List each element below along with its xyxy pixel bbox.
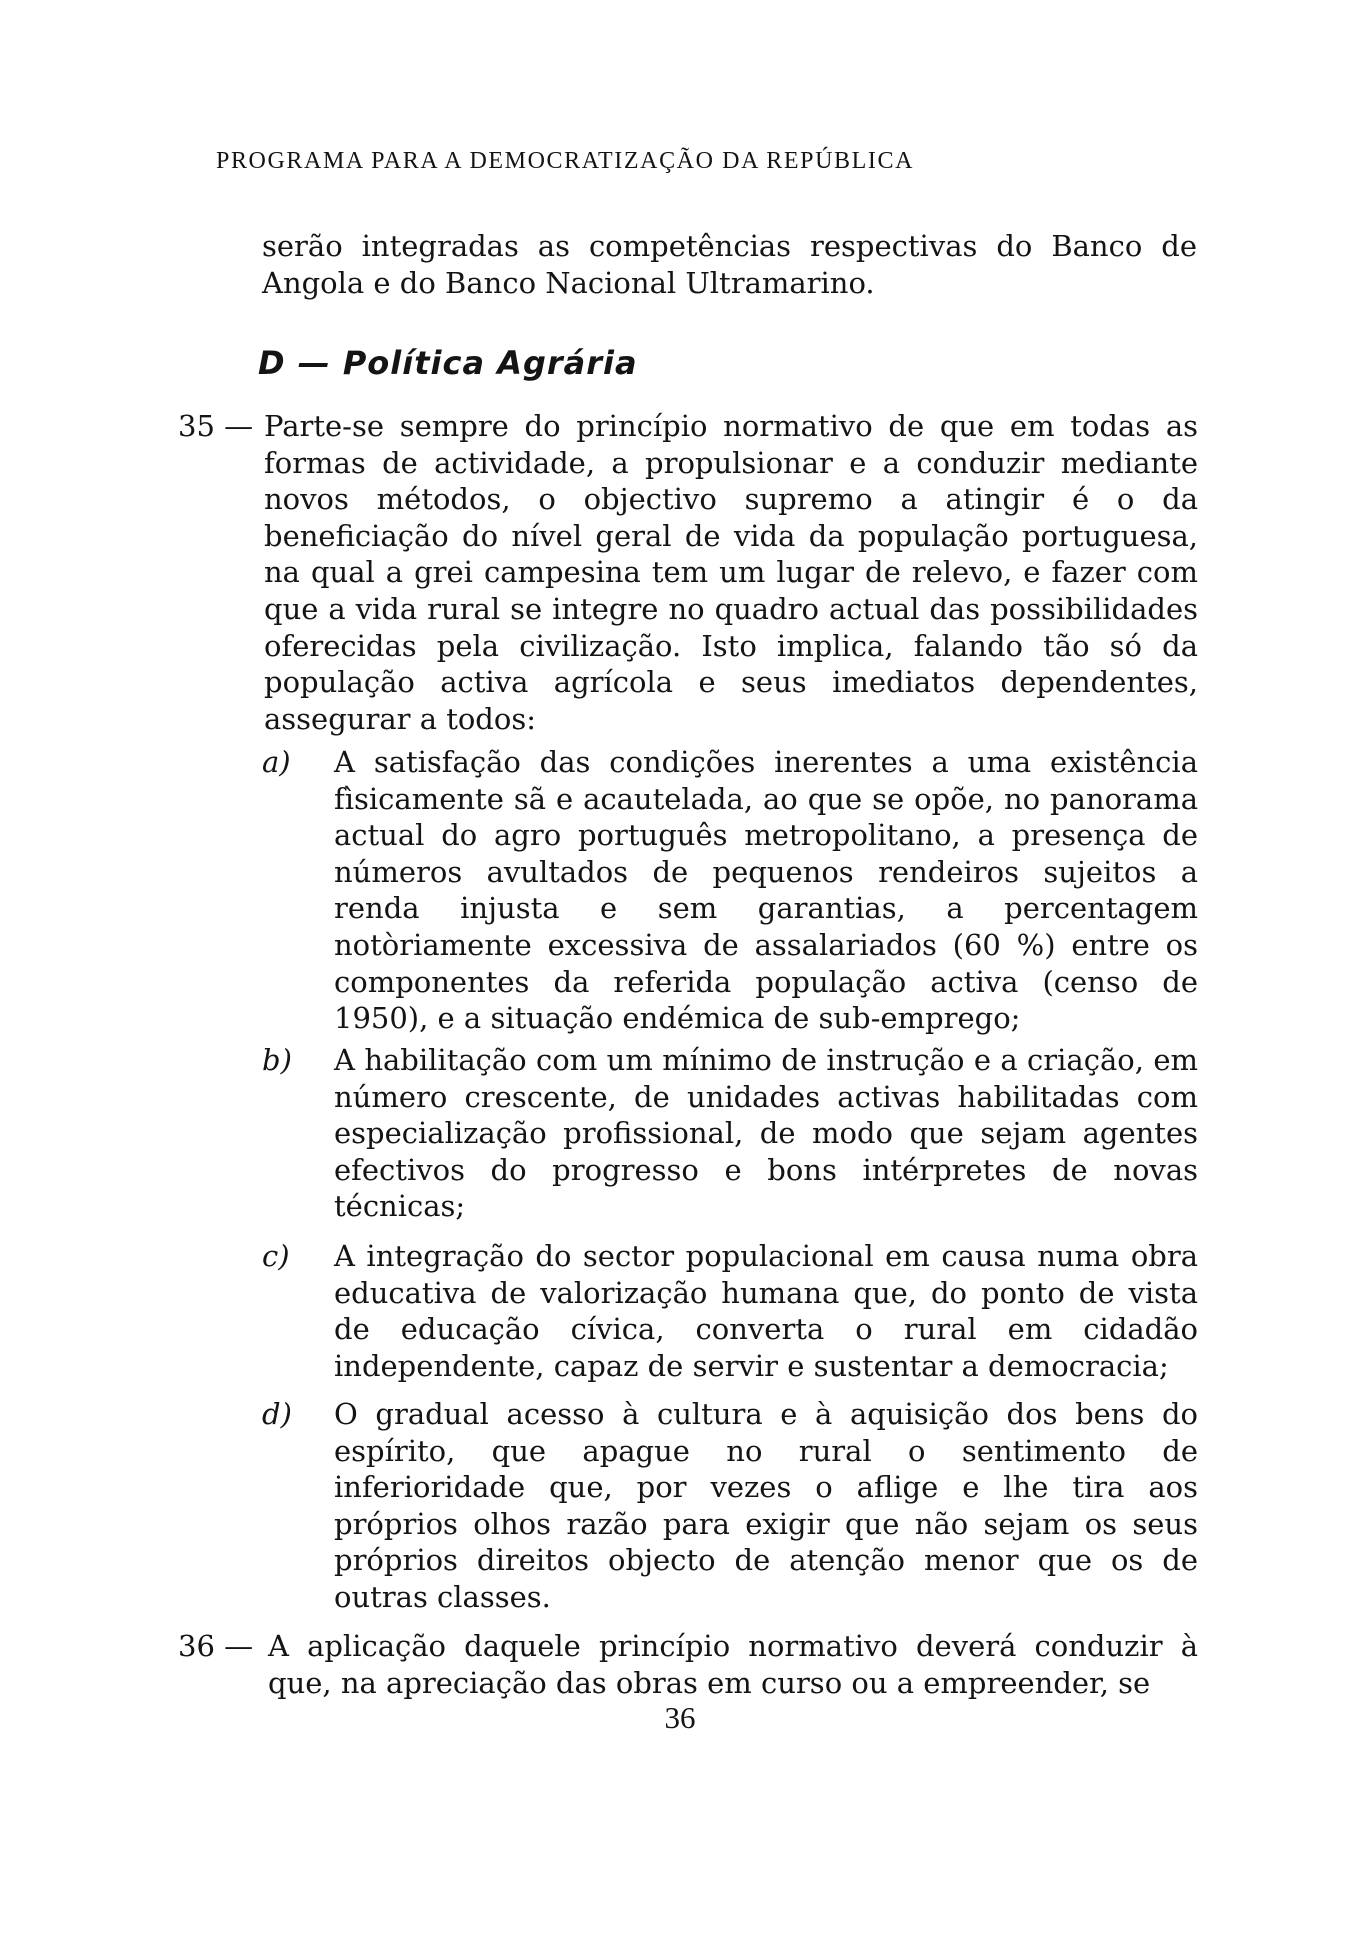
list-item-letter: d) bbox=[262, 1397, 292, 1431]
paragraph-number: 36 — bbox=[178, 1629, 254, 1663]
list-item-c bbox=[262, 1238, 1198, 1384]
list-item-b bbox=[262, 1042, 1198, 1225]
paragraph-text: A aplicação daquele princípio normativo deverá conduzir à que, na apreciação das obras em curso ou a empreender, se bbox=[268, 1629, 1198, 1700]
list-item-text: A satisfação das condições inerentes a uma existência fìsicamente sã e acautelada, ao que se opõe, no panorama actual do agro português metropolitano, a presença de números avultados de pequenos rendeiros sujeitos a renda injusta e sem garantias, a percentagem notòriamente excessiva de assalariados (60 %) entre os componentes da referida população activa (censo de 1950), e a situação endémica de sub-emprego; bbox=[334, 745, 1198, 1036]
section-heading: D — Política Agrária bbox=[258, 344, 638, 382]
list-item-text: A habilitação com um mínimo de instrução e a criação, em número crescente, de unidades activas habilitadas com especialização profissional, de modo que sejam agentes efectivos do progresso e bons intérpretes de novas técnicas; bbox=[334, 1043, 1198, 1224]
running-head: PROGRAMA PARA A DEMOCRATIZAÇÃO DA REPÚBLICA bbox=[216, 148, 915, 174]
paragraph-number: 35 — bbox=[178, 409, 254, 443]
list-item-letter: a) bbox=[262, 745, 291, 779]
list-item-a bbox=[262, 744, 1198, 1037]
page-number: 36 bbox=[664, 1700, 696, 1735]
list-item-letter: c) bbox=[262, 1239, 290, 1273]
list-item-text: A integração do sector populacional em causa numa obra educativa de valorização humana que, do ponto de vista de educação cívica, converta o rural em cidadão independente, capaz de servir e sustentar a democracia; bbox=[334, 1239, 1198, 1383]
paragraph-text: Parte-se sempre do princípio normativo de que em todas as formas de actividade, a propulsionar e a conduzir mediante novos métodos, o objectivo supremo a atingir é o da beneficiação do nível geral de vida da população portuguesa, na qual a grei campesina tem um lugar de relevo, e fazer com que a vida rural se integre no quadro actual das possibilidades oferecidas pela civilização. Isto implica, falando tão só da população activa agrícola e seus imediatos dependentes, assegurar a todos: bbox=[264, 409, 1198, 736]
continuation-paragraph: serão integradas as competências respectivas do Banco de Angola e do Banco Nacional Ultramarino. bbox=[262, 229, 1197, 300]
list-item-d bbox=[262, 1396, 1198, 1616]
paragraph-36 bbox=[178, 1628, 1198, 1701]
paragraph-35 bbox=[178, 408, 1198, 737]
list-item-letter: b) bbox=[262, 1043, 292, 1077]
list-item-text: O gradual acesso à cultura e à aquisição dos bens do espírito, que apague no rural o sentimento de inferioridade que, por vezes o aflige e lhe tira aos próprios olhos razão para exigir que não sejam os seus próprios direitos objecto de atenção menor que os de outras classes. bbox=[334, 1397, 1198, 1614]
